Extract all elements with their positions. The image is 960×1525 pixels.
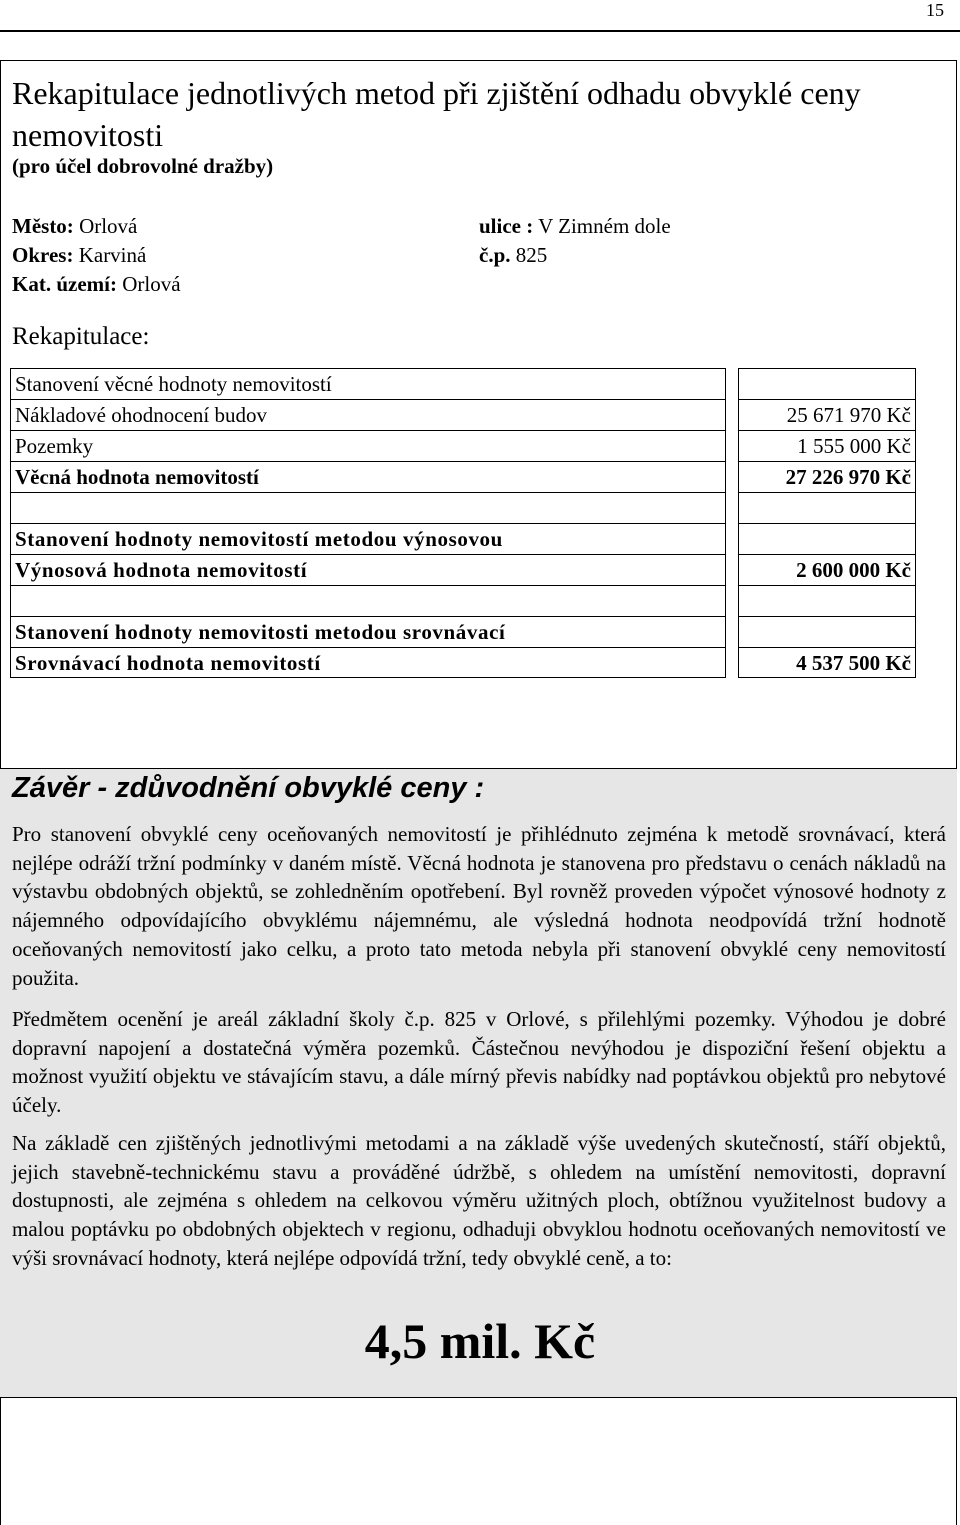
district-value: Karviná — [78, 243, 147, 267]
final-value: 4,5 mil. Kč — [364, 1313, 596, 1369]
table-row — [10, 585, 916, 616]
house-no-value: 825 — [515, 243, 548, 267]
table-row — [10, 492, 916, 523]
city-line — [12, 212, 137, 241]
conclusion-title: Závěr - zdůvodnění obvyklé ceny : — [12, 772, 485, 804]
table-row — [10, 430, 916, 461]
table-row — [10, 461, 916, 492]
row-value: 25 671 970 Kč — [738, 399, 916, 430]
row-label: Pozemky — [10, 430, 726, 461]
cadastre-label: Kat. území: — [12, 272, 117, 296]
cadastre-value: Orlová — [122, 272, 181, 296]
district-label: Okres: — [12, 243, 74, 267]
table-row — [10, 554, 916, 585]
row-label: Stanovení věcné hodnoty nemovitostí — [10, 368, 726, 399]
city-value: Orlová — [79, 214, 138, 238]
page-subtitle: (pro účel dobrovolné dražby) — [12, 154, 274, 178]
header-rule — [0, 30, 960, 32]
row-value: 27 226 970 Kč — [738, 461, 916, 492]
row-value — [738, 368, 916, 399]
row-label: Nákladové ohodnocení budov — [10, 399, 726, 430]
conclusion-sentence: Byl rovněž proveden výpočet výnosové hodnoty z nájemného odpovídajícího obvyklému nájemnému, ale výsledná hodnota neodpovídá tržní hodnotě oceňovaných nemovitostí jako celku, a proto tato metoda nebyla při stanovení obvyklé ceny nemovitostí použita. — [12, 879, 947, 990]
street-label: ulice : — [479, 214, 534, 238]
street-value: V Zimném dole — [538, 214, 671, 238]
table-row — [10, 399, 916, 430]
row-label: Stanovení hodnoty nemovitosti metodou srovnávací — [10, 616, 726, 647]
page-title: Rekapitulace jednotlivých metod při zjištění odhadu obvyklé ceny nemovitosti — [12, 75, 861, 153]
row-label: Srovnávací hodnota nemovitostí — [10, 647, 726, 678]
house-no-label: č.p. — [479, 243, 511, 267]
row-value: 1 555 000 Kč — [738, 430, 916, 461]
conclusion-sentence: Věcná hodnota je stanovena pro představu o cenách nákladů na výstavbu obdobných objektů, se zohledněním opotřebení. — [12, 850, 946, 904]
conclusion-paragraph-1 — [12, 820, 946, 992]
house-no-line — [479, 241, 547, 270]
table-row — [10, 368, 916, 399]
row-label: Výnosová hodnota nemovitostí — [10, 554, 726, 585]
city-label: Město: — [12, 214, 74, 238]
table-row — [10, 647, 916, 678]
row-value — [738, 492, 916, 523]
street-line — [479, 212, 671, 241]
conclusion-paragraph-3: Na základě cen zjištěných jednotlivými metodami a na základě výše uvedených skutečností, stáří objektů, jejich stavebně-technickému stavu a prováděné údržbě, s ohledem na umístění nemovitosti, dopravní dostupnosti, ale zejména s ohledem na celkovou výměru užitných ploch, obtížnou využitelnost budovy a malou poptávku po obdobných objektech v regionu, odhaduji obvyklou hodnotu oceňovaných nemovitostí ve výši srovnávací hodnoty, která nejlépe odpovídá tržní, tedy obvyklé ceně, a to: — [12, 1131, 946, 1270]
conclusion-sentence: Pro stanovení obvyklé ceny oceňovaných nemovitostí je přihlédnuto zejména k metodě srovnávací, která nejlépe odráží tržní podmínky v daném místě. — [12, 822, 946, 875]
row-value: 4 537 500 Kč — [738, 647, 916, 678]
row-value — [738, 523, 916, 554]
row-label — [10, 585, 726, 616]
recap-table — [10, 368, 916, 678]
district-line — [12, 241, 146, 270]
page-number: 15 — [926, 0, 944, 20]
cadastre-line — [12, 270, 181, 299]
conclusion-paragraph-2: Předmětem ocenění je areál základní školy č.p. 825 v Orlové, s přilehlými pozemky. Výhodou je dobré dopravní napojení a dostatečná výměra pozemků. Částečnou nevýhodou je dispoziční řešení objektu a možnost využití objektu ve stávajícím stavu, a dále mírný převis nabídky nad poptávkou objektů pro nebytové účely. — [12, 1007, 946, 1118]
table-row — [10, 523, 916, 554]
row-label: Věcná hodnota nemovitostí — [10, 461, 726, 492]
row-label — [10, 492, 726, 523]
row-label: Stanovení hodnoty nemovitostí metodou výnosovou — [10, 523, 726, 554]
row-value — [738, 616, 916, 647]
recap-heading: Rekapitulace: — [12, 323, 150, 350]
table-row — [10, 616, 916, 647]
row-value — [738, 585, 916, 616]
row-value: 2 600 000 Kč — [738, 554, 916, 585]
